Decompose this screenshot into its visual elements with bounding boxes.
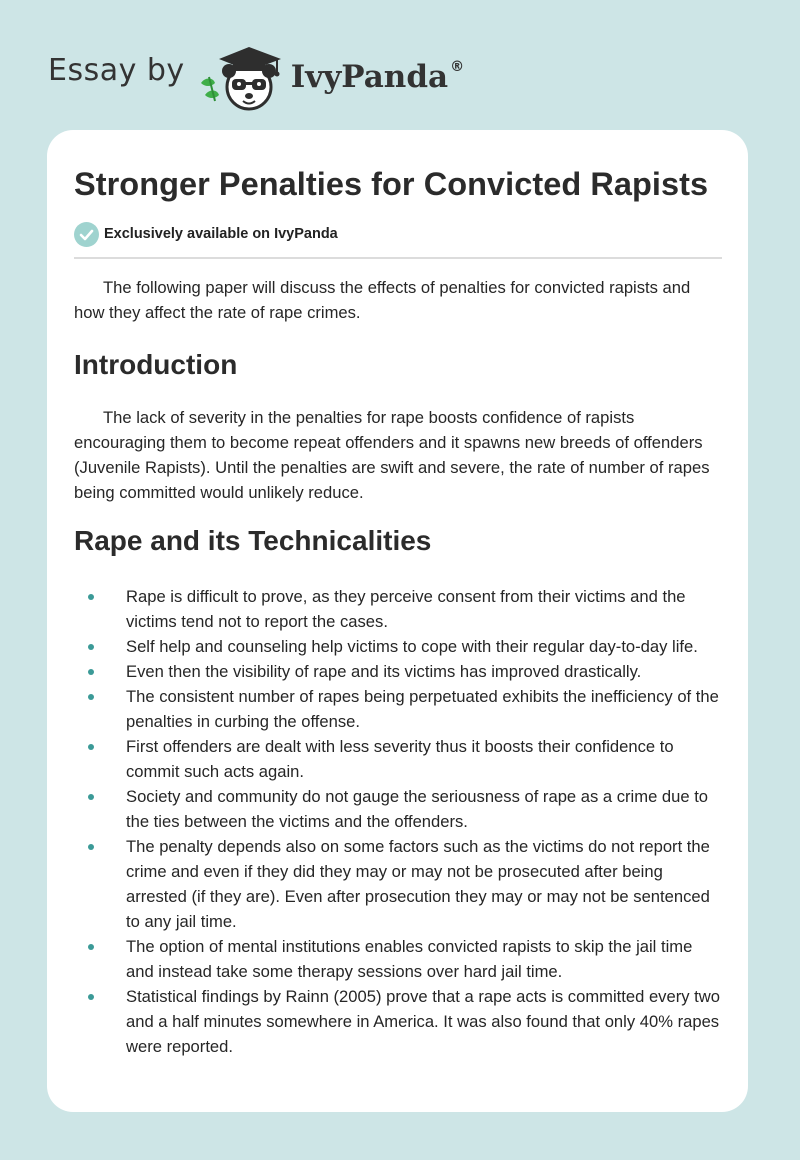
list-item	[126, 984, 722, 1059]
bullet-icon	[88, 844, 94, 850]
bullet-icon	[88, 994, 94, 1000]
list-item-text: The consistent number of rapes being perpetuated exhibits the inefficiency of the penalties in curbing the offense.	[126, 687, 719, 731]
list-item-text: Even then the visibility of rape and its victims has improved drastically.	[126, 662, 642, 681]
technicalities-list	[74, 584, 722, 1059]
bullet-icon	[88, 669, 94, 675]
list-item-text: First offenders are dealt with less severity thus it boosts their confidence to commit such acts again.	[126, 737, 674, 781]
list-item	[126, 684, 722, 734]
bullet-icon	[88, 944, 94, 950]
list-item	[126, 734, 722, 784]
bullet-icon	[88, 644, 94, 650]
brand-name-text: IvyPanda	[290, 59, 449, 95]
brand-name	[291, 59, 464, 95]
essay-title: Stronger Penalties for Convicted Rapists	[74, 166, 709, 202]
lead-paragraph: The following paper will discuss the effects of penalties for convicted rapists and how they affect the rate of rape crimes.	[74, 278, 691, 322]
list-item-text: The penalty depends also on some factors such as the victims do not report the crime and even if they did they may or may not be prosecuted after being arrested (if they are). Even after prosecution they may or may not be sentenced to any jail time.	[126, 837, 710, 931]
check-circle-icon	[74, 222, 99, 247]
list-item	[126, 659, 722, 684]
divider	[74, 257, 722, 259]
list-item	[126, 834, 722, 934]
list-item-text: Statistical findings by Rainn (2005) prove that a rape acts is committed every two and a half minutes somewhere in America. It was also found that only 40% rapes were reported.	[126, 987, 720, 1056]
list-item-text: Society and community do not gauge the seriousness of rape as a crime due to the ties between the victims and the offenders.	[126, 787, 709, 831]
essay-card	[47, 130, 748, 1112]
bullet-icon	[88, 594, 94, 600]
list-item	[126, 584, 722, 634]
list-item-text: The option of mental institutions enables convicted rapists to skip the jail time and instead take some therapy sessions over hard jail time.	[126, 937, 693, 981]
section-heading-introduction: Introduction	[74, 349, 238, 380]
list-item-text: Self help and counseling help victims to cope with their regular day-to-day life.	[126, 637, 698, 656]
bullet-icon	[88, 794, 94, 800]
bullet-icon	[88, 694, 94, 700]
list-item-text: Rape is difficult to prove, as they perceive consent from their victims and the victims tend not to report the cases.	[126, 587, 686, 631]
exclusive-badge	[74, 221, 722, 247]
introduction-paragraph: The lack of severity in the penalties for rape boosts confidence of rapists encouraging them to become repeat offenders and it spawns new breeds of offenders (Juvenile Rapists). Until the penalties are swift and severe, the rate of number of rapes being committed would unlikely reduce.	[74, 408, 710, 502]
section-heading-technicalities: Rape and its Technicalities	[74, 525, 432, 556]
brand-prefix: Essay by	[48, 52, 185, 88]
list-item	[126, 784, 722, 834]
list-item	[126, 934, 722, 984]
panda-graduate-logo-icon	[199, 39, 291, 113]
registered-mark: ®	[450, 59, 465, 75]
bullet-icon	[88, 744, 94, 750]
list-item	[126, 634, 722, 659]
brand-header[interactable]	[48, 36, 464, 116]
badge-text: Exclusively available on IvyPanda	[104, 226, 338, 242]
